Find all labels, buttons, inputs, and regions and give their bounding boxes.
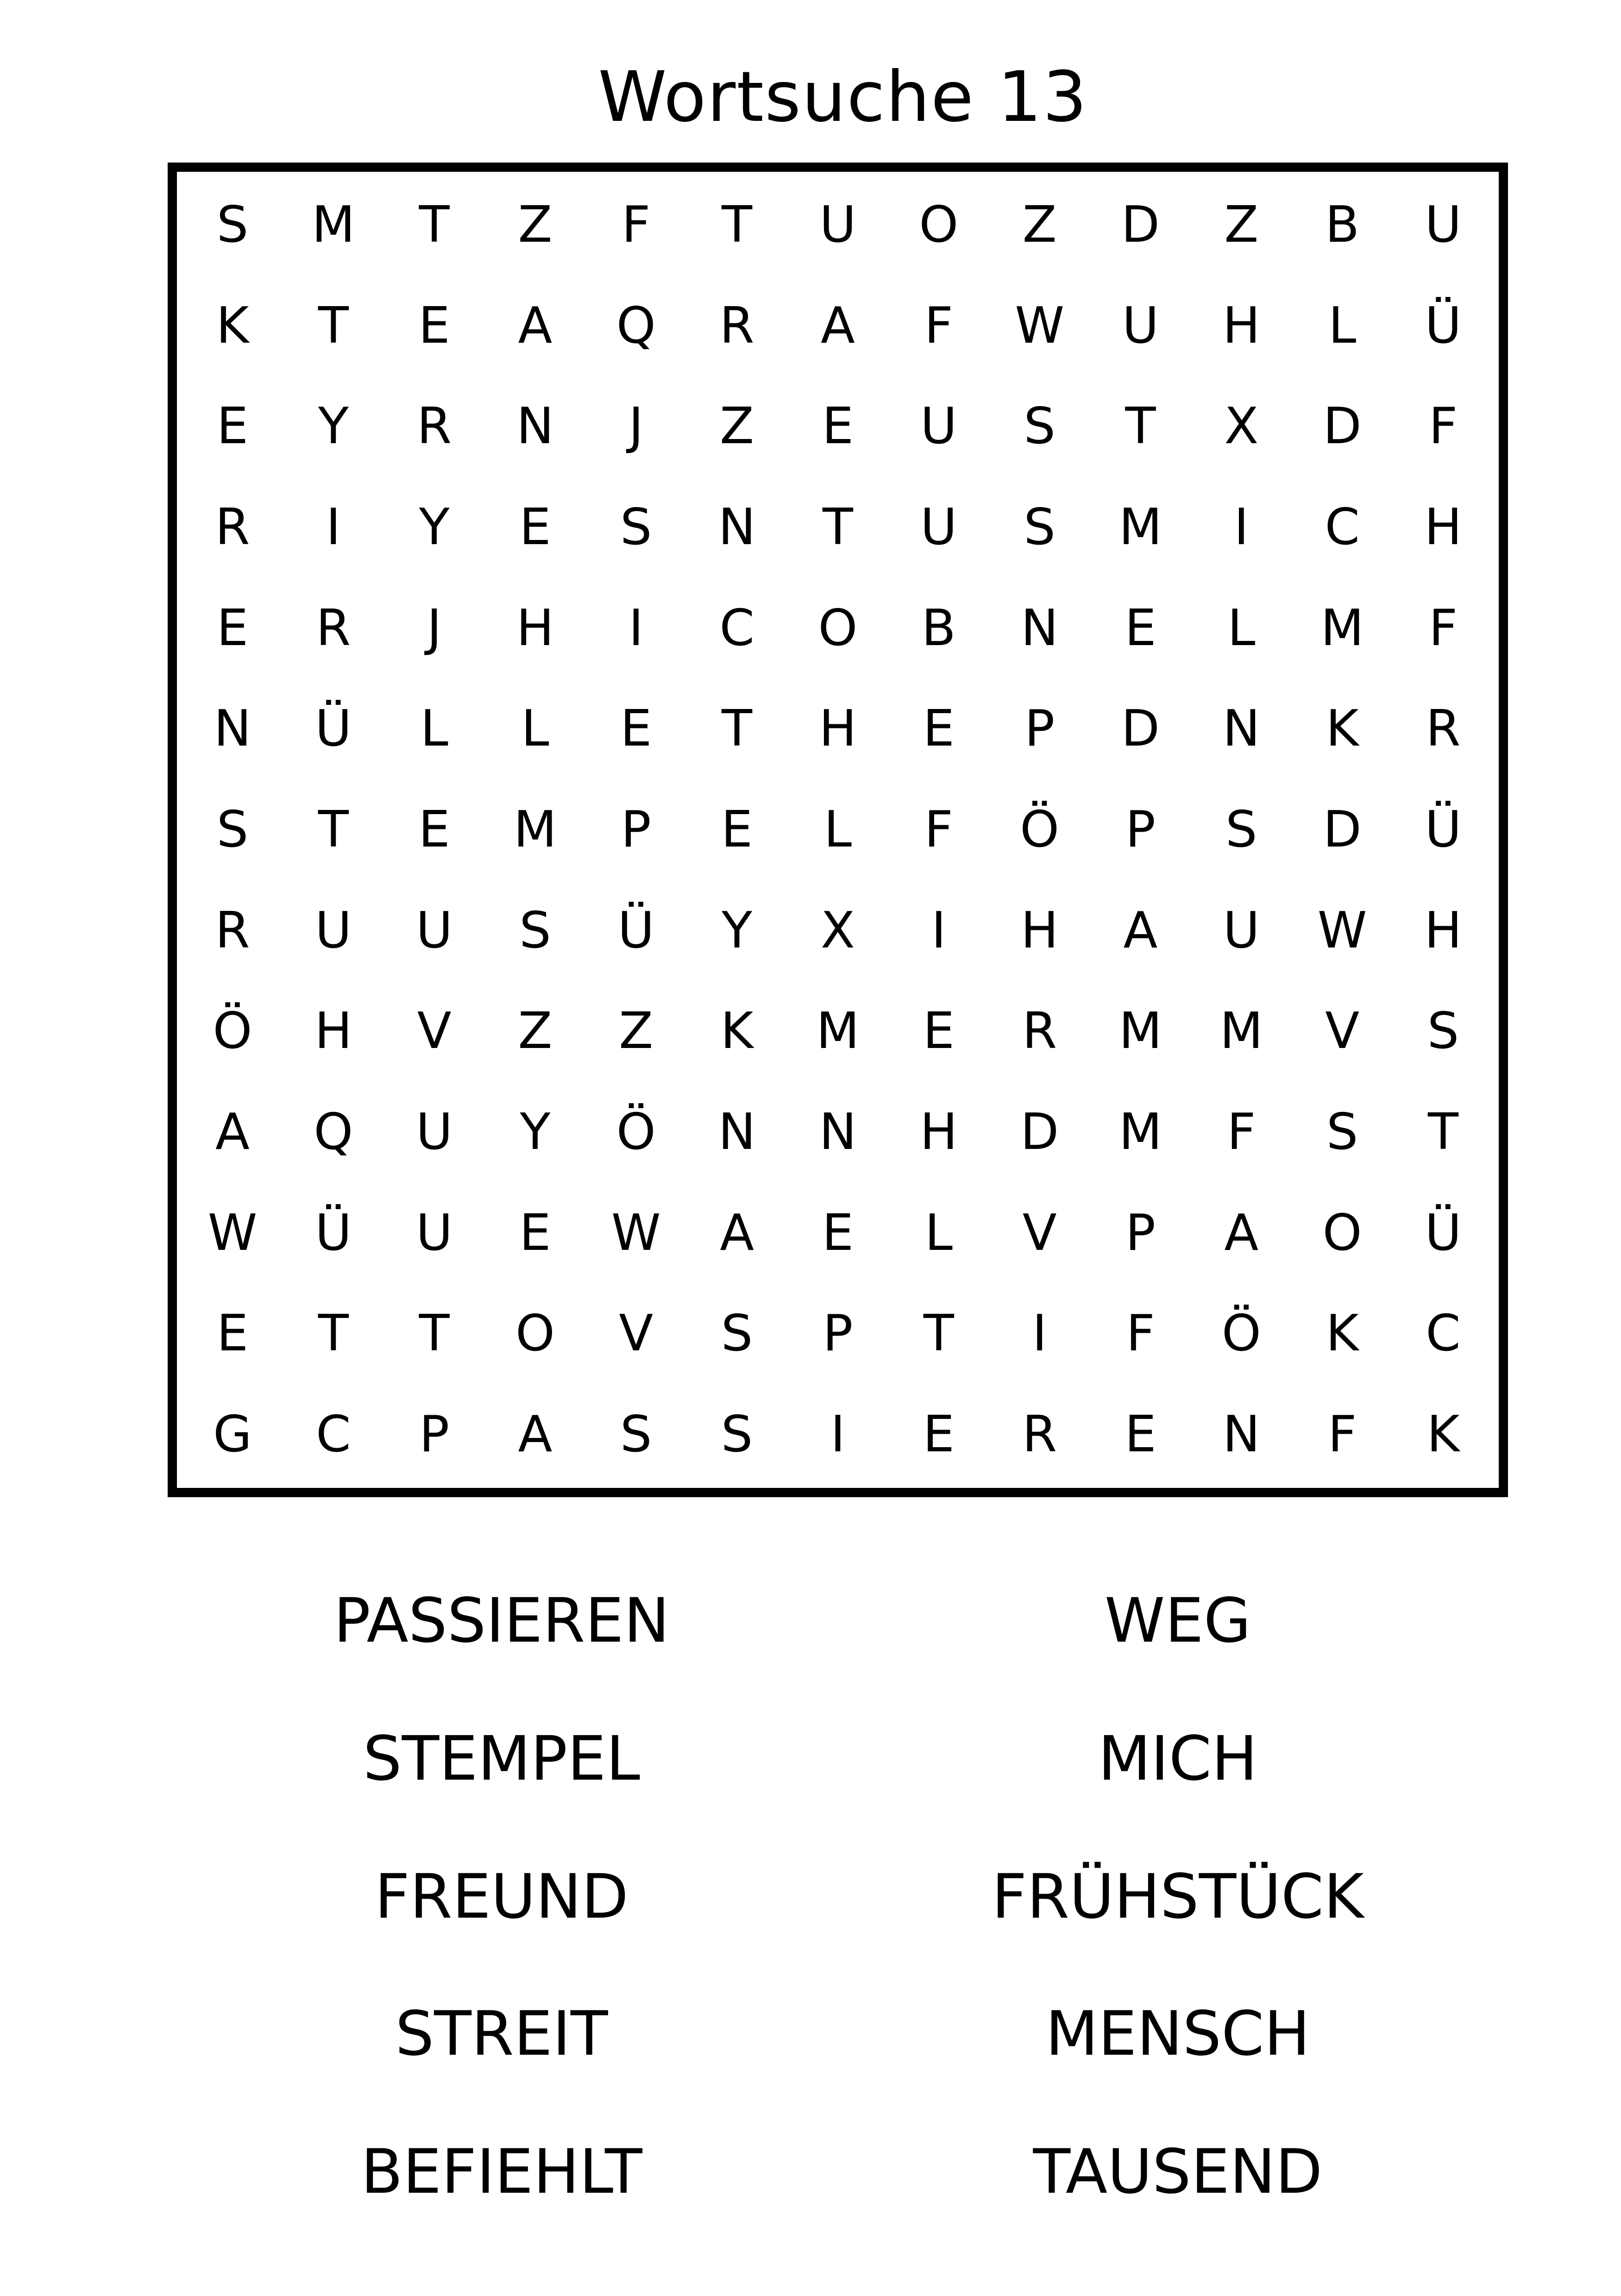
- grid-letter[interactable]: E: [418, 296, 450, 355]
- grid-letter[interactable]: Ü: [1425, 801, 1462, 859]
- grid-letter[interactable]: E: [216, 397, 249, 456]
- grid-letter[interactable]: S: [216, 801, 249, 859]
- grid-letter[interactable]: K: [1426, 1405, 1460, 1463]
- word-list-item: FREUND: [374, 1861, 629, 1932]
- grid-letter[interactable]: E: [620, 700, 652, 758]
- grid-letter[interactable]: E: [923, 1405, 955, 1463]
- grid-letter[interactable]: D: [1323, 397, 1362, 456]
- grid-letter[interactable]: T: [823, 498, 853, 556]
- grid-letter[interactable]: F: [1328, 1405, 1357, 1463]
- grid-letter[interactable]: U: [920, 397, 957, 456]
- grid-letter[interactable]: R: [316, 599, 351, 657]
- word-list-item: MENSCH: [1045, 1998, 1310, 2070]
- grid-letter[interactable]: H: [920, 1103, 958, 1161]
- grid-letter[interactable]: P: [1024, 700, 1055, 758]
- grid-letter[interactable]: E: [822, 1204, 854, 1262]
- grid-letter[interactable]: E: [519, 1204, 551, 1262]
- grid-letter[interactable]: K: [720, 1002, 754, 1060]
- grid-letter[interactable]: N: [718, 498, 756, 556]
- word-list-item: STEMPEL: [363, 1723, 641, 1794]
- grid-letter[interactable]: I: [326, 498, 341, 556]
- grid-letter[interactable]: S: [1024, 498, 1056, 556]
- grid-letter[interactable]: H: [1222, 296, 1260, 355]
- grid-letter[interactable]: L: [924, 1204, 953, 1262]
- grid-letter[interactable]: H: [819, 700, 857, 758]
- grid-letter[interactable]: J: [628, 397, 644, 456]
- grid-letter[interactable]: U: [315, 901, 352, 960]
- grid-letter[interactable]: Z: [619, 1002, 653, 1060]
- grid-letter[interactable]: U: [819, 196, 856, 254]
- grid-letter[interactable]: H: [1424, 901, 1462, 960]
- grid-letter[interactable]: U: [416, 1204, 453, 1262]
- grid-letter[interactable]: Y: [520, 1103, 551, 1161]
- grid-letter[interactable]: R: [215, 498, 250, 556]
- grid-letter[interactable]: S: [216, 196, 249, 254]
- grid-letter[interactable]: T: [1125, 397, 1156, 456]
- grid-letter[interactable]: U: [920, 498, 957, 556]
- grid-letter[interactable]: S: [519, 901, 551, 960]
- grid-letter[interactable]: S: [1024, 397, 1056, 456]
- grid-letter[interactable]: M: [312, 196, 355, 254]
- grid-letter[interactable]: V: [619, 1305, 653, 1363]
- grid-letter[interactable]: F: [1126, 1305, 1155, 1363]
- grid-letter[interactable]: Ö: [1020, 801, 1060, 859]
- grid-letter[interactable]: E: [822, 397, 854, 456]
- grid-letter[interactable]: L: [1227, 599, 1256, 657]
- grid-letter[interactable]: Ö: [213, 1002, 252, 1060]
- grid-letter[interactable]: Z: [518, 196, 553, 254]
- grid-letter[interactable]: X: [1224, 397, 1259, 456]
- grid-letter[interactable]: N: [516, 397, 554, 456]
- grid-letter[interactable]: M: [1219, 1002, 1263, 1060]
- grid-letter[interactable]: Z: [1022, 196, 1057, 254]
- grid-letter[interactable]: M: [1118, 1002, 1162, 1060]
- grid-letter[interactable]: S: [620, 1405, 652, 1463]
- grid-letter[interactable]: A: [1123, 901, 1158, 960]
- grid-letter[interactable]: U: [416, 901, 453, 960]
- grid-letter[interactable]: T: [318, 801, 349, 859]
- grid-letter[interactable]: S: [1326, 1103, 1358, 1161]
- grid-letter[interactable]: N: [1222, 700, 1260, 758]
- grid-letter[interactable]: Y: [722, 901, 753, 960]
- word-list-item: WEG: [1104, 1585, 1251, 1656]
- grid-letter[interactable]: L: [521, 700, 549, 758]
- grid-letter[interactable]: R: [719, 296, 754, 355]
- grid-letter[interactable]: Ö: [616, 1103, 656, 1161]
- grid-letter[interactable]: O: [919, 196, 959, 254]
- grid-letter[interactable]: P: [1125, 1204, 1156, 1262]
- grid-letter[interactable]: R: [417, 397, 452, 456]
- grid-letter[interactable]: I: [1032, 1305, 1047, 1363]
- grid-letter[interactable]: S: [1225, 801, 1257, 859]
- grid-letter[interactable]: Ü: [315, 700, 352, 758]
- word-list-item: BEFIEHLT: [361, 2136, 642, 2208]
- grid-letter[interactable]: Q: [616, 296, 656, 355]
- grid-letter[interactable]: E: [519, 498, 551, 556]
- grid-letter[interactable]: E: [216, 599, 249, 657]
- grid-letter[interactable]: S: [1427, 1002, 1459, 1060]
- grid-letter[interactable]: A: [215, 1103, 250, 1161]
- grid-letter[interactable]: V: [1022, 1204, 1057, 1262]
- word-list-item: STREIT: [395, 1998, 608, 2070]
- grid-letter[interactable]: O: [515, 1305, 555, 1363]
- word-list-item: PASSIEREN: [333, 1585, 670, 1656]
- grid-letter[interactable]: D: [1121, 700, 1160, 758]
- grid-letter[interactable]: C: [316, 1405, 351, 1463]
- grid-letter[interactable]: Ü: [617, 901, 654, 960]
- grid-letter[interactable]: B: [921, 599, 956, 657]
- word-list-item: MICH: [1098, 1723, 1258, 1794]
- grid-letter[interactable]: N: [214, 700, 251, 758]
- grid-letter[interactable]: F: [924, 801, 953, 859]
- grid-letter[interactable]: F: [1428, 599, 1458, 657]
- grid-letter[interactable]: L: [420, 700, 448, 758]
- grid-letter[interactable]: M: [513, 801, 557, 859]
- grid-letter[interactable]: N: [1021, 599, 1059, 657]
- grid-letter[interactable]: W: [207, 1204, 258, 1262]
- grid-letter[interactable]: E: [216, 1305, 249, 1363]
- grid-letter[interactable]: C: [1426, 1305, 1461, 1363]
- grid-letter[interactable]: V: [417, 1002, 452, 1060]
- grid-letter[interactable]: L: [823, 801, 852, 859]
- grid-letter[interactable]: Ü: [1425, 1204, 1462, 1262]
- grid-letter[interactable]: Y: [419, 498, 450, 556]
- grid-letter[interactable]: I: [628, 599, 644, 657]
- grid-letter[interactable]: P: [621, 801, 651, 859]
- grid-letter[interactable]: R: [215, 901, 250, 960]
- grid-letter[interactable]: U: [1122, 296, 1159, 355]
- grid-letter[interactable]: P: [823, 1305, 853, 1363]
- grid-letter[interactable]: W: [611, 1204, 661, 1262]
- grid-letter[interactable]: W: [1015, 296, 1065, 355]
- grid-letter[interactable]: P: [419, 1405, 450, 1463]
- grid-letter[interactable]: S: [721, 1305, 753, 1363]
- grid-letter[interactable]: R: [1022, 1405, 1057, 1463]
- grid-letter[interactable]: S: [620, 498, 652, 556]
- grid-letter[interactable]: F: [1227, 1103, 1256, 1161]
- grid-letter[interactable]: A: [821, 296, 855, 355]
- grid-letter[interactable]: R: [1426, 700, 1461, 758]
- grid-letter[interactable]: F: [622, 196, 651, 254]
- grid-letter[interactable]: O: [1322, 1204, 1362, 1262]
- grid-letter[interactable]: H: [516, 599, 554, 657]
- grid-letter[interactable]: M: [1118, 498, 1162, 556]
- grid-letter[interactable]: K: [216, 296, 249, 355]
- grid-letter[interactable]: H: [1424, 498, 1462, 556]
- grid-letter[interactable]: O: [818, 599, 858, 657]
- grid-letter[interactable]: S: [721, 1405, 753, 1463]
- grid-letter[interactable]: F: [1428, 397, 1458, 456]
- grid-letter[interactable]: L: [1328, 296, 1357, 355]
- grid-letter[interactable]: D: [1323, 801, 1362, 859]
- grid-letter[interactable]: Q: [314, 1103, 353, 1161]
- grid-letter[interactable]: A: [518, 296, 553, 355]
- grid-letter[interactable]: N: [819, 1103, 857, 1161]
- grid-letter[interactable]: V: [1325, 1002, 1360, 1060]
- grid-letter[interactable]: C: [1325, 498, 1360, 556]
- grid-letter[interactable]: B: [1325, 196, 1360, 254]
- grid-letter[interactable]: N: [718, 1103, 756, 1161]
- grid-letter[interactable]: E: [923, 700, 955, 758]
- grid-letter[interactable]: E: [721, 801, 753, 859]
- grid-letter[interactable]: X: [821, 901, 855, 960]
- grid-letter[interactable]: M: [1118, 1103, 1162, 1161]
- grid-letter[interactable]: T: [419, 1305, 450, 1363]
- grid-letter[interactable]: U: [416, 1103, 453, 1161]
- grid-letter[interactable]: T: [318, 1305, 349, 1363]
- word-list-item: TAUSEND: [1033, 2136, 1323, 2208]
- grid-letter[interactable]: U: [1425, 196, 1462, 254]
- grid-letter[interactable]: T: [318, 296, 349, 355]
- grid-letter[interactable]: Y: [318, 397, 349, 456]
- grid-letter[interactable]: I: [931, 901, 946, 960]
- word-list-item: FRÜHSTÜCK: [992, 1861, 1364, 1932]
- grid-letter[interactable]: Z: [518, 1002, 553, 1060]
- grid-letter[interactable]: H: [314, 1002, 352, 1060]
- grid-letter[interactable]: N: [1222, 1405, 1260, 1463]
- grid-letter[interactable]: J: [427, 599, 442, 657]
- grid-letter[interactable]: M: [816, 1002, 860, 1060]
- grid-letter[interactable]: E: [1125, 1405, 1156, 1463]
- grid-letter[interactable]: Ö: [1221, 1305, 1261, 1363]
- grid-letter[interactable]: T: [419, 196, 450, 254]
- grid-letter[interactable]: T: [722, 196, 753, 254]
- grid-letter[interactable]: P: [1125, 801, 1156, 859]
- grid-letter[interactable]: Ü: [315, 1204, 352, 1262]
- grid-letter[interactable]: A: [518, 1405, 553, 1463]
- grid-letter[interactable]: A: [720, 1204, 754, 1262]
- grid-letter[interactable]: Z: [720, 397, 754, 456]
- grid-letter[interactable]: K: [1326, 700, 1359, 758]
- grid-letter[interactable]: F: [924, 296, 953, 355]
- grid-letter[interactable]: H: [1021, 901, 1059, 960]
- grid-letter[interactable]: M: [1320, 599, 1364, 657]
- grid-letter[interactable]: E: [923, 1002, 955, 1060]
- grid-letter[interactable]: T: [722, 700, 753, 758]
- grid-letter[interactable]: A: [1224, 1204, 1259, 1262]
- grid-letter[interactable]: D: [1121, 196, 1160, 254]
- grid-letter[interactable]: T: [1428, 1103, 1458, 1161]
- grid-letter[interactable]: W: [1317, 901, 1367, 960]
- grid-letter[interactable]: D: [1020, 1103, 1059, 1161]
- grid-letter[interactable]: I: [1234, 498, 1249, 556]
- grid-letter[interactable]: G: [213, 1405, 252, 1463]
- grid-letter[interactable]: I: [830, 1405, 845, 1463]
- grid-letter[interactable]: R: [1022, 1002, 1057, 1060]
- grid-letter[interactable]: T: [923, 1305, 954, 1363]
- grid-letter[interactable]: C: [719, 599, 754, 657]
- grid-letter[interactable]: E: [1125, 599, 1156, 657]
- grid-letter[interactable]: Ü: [1425, 296, 1462, 355]
- grid-letter[interactable]: K: [1326, 1305, 1359, 1363]
- grid-letter[interactable]: Z: [1224, 196, 1259, 254]
- grid-letter[interactable]: U: [1223, 901, 1260, 960]
- grid-letter[interactable]: E: [418, 801, 450, 859]
- worksheet-title: Wortsuche 13: [598, 57, 1088, 138]
